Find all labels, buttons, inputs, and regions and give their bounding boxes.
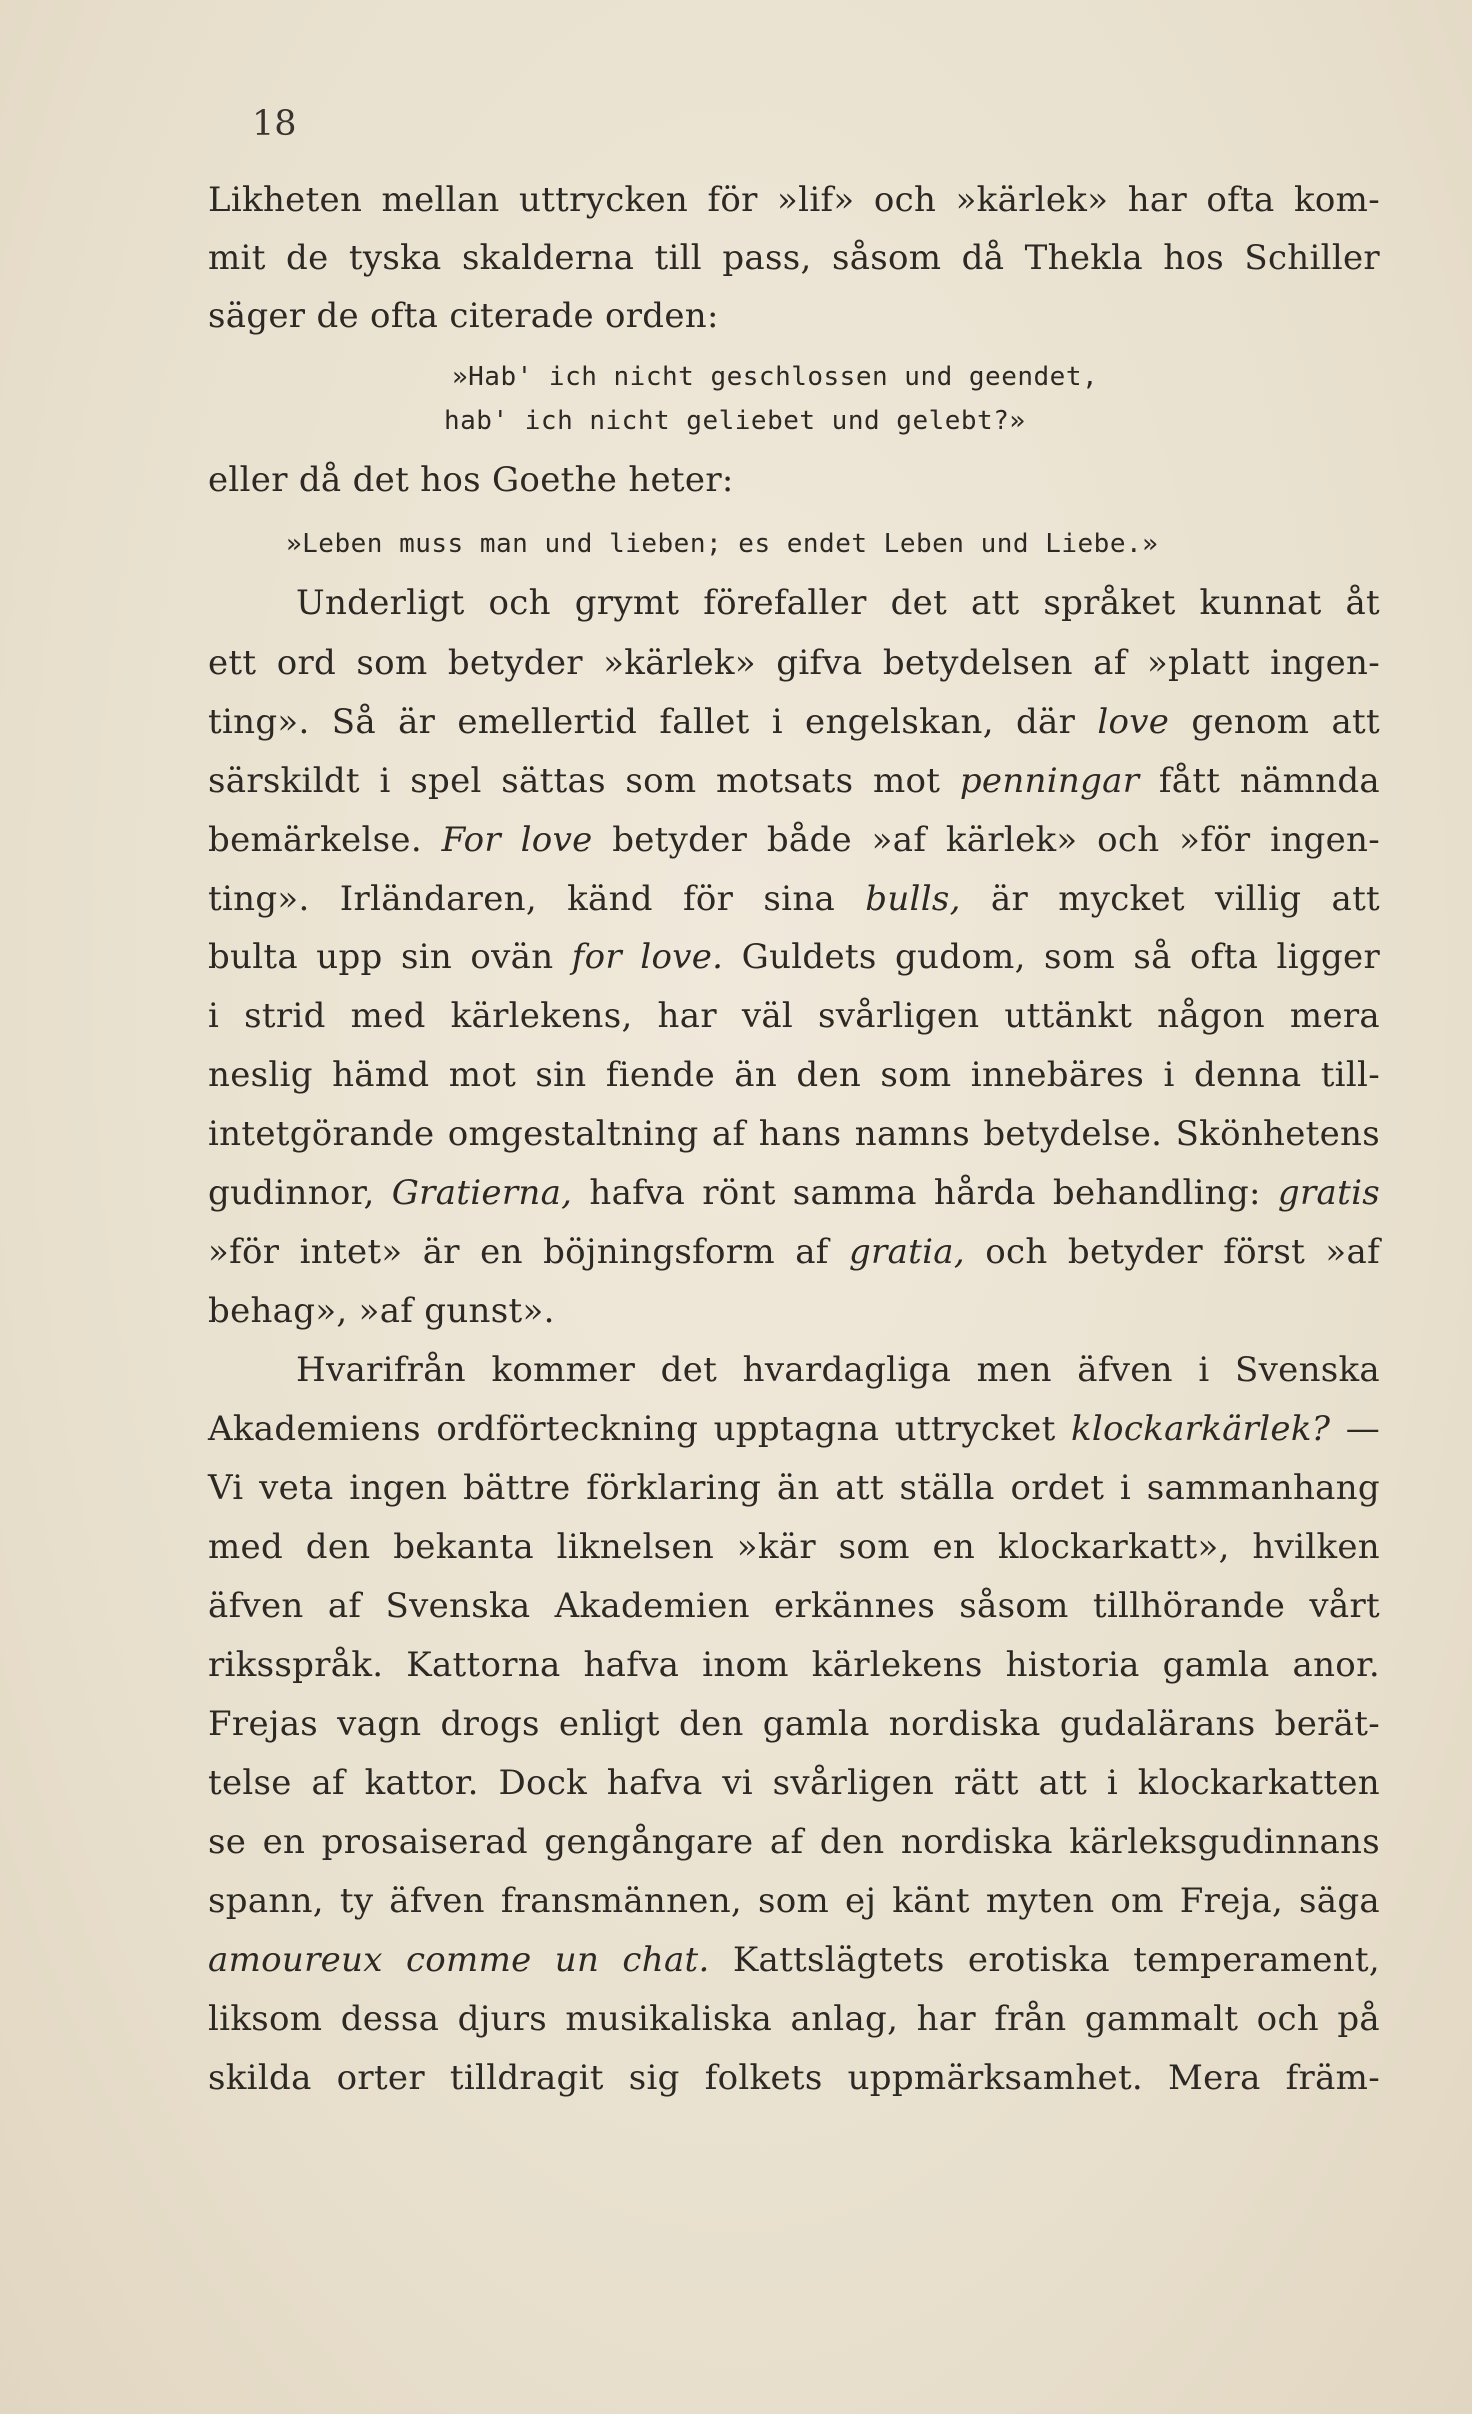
text-segment: betyder både »af kärlek» och »för ingen- <box>592 820 1380 860</box>
text-line <box>208 459 734 501</box>
text-line <box>208 1585 1380 1627</box>
italic-text: bulls, <box>865 879 961 919</box>
page-number: 18 <box>252 104 297 144</box>
text-line <box>208 295 719 337</box>
text-line <box>208 1113 1380 1155</box>
text-line <box>296 1349 1380 1391</box>
text-line <box>208 995 1380 1037</box>
text-segment: särskildt i spel sättas som motsats mot <box>208 761 960 801</box>
text-segment: Kattslägtets erotiska temperament, <box>709 1940 1380 1980</box>
text-line <box>208 1408 1380 1450</box>
text-line <box>444 400 1026 442</box>
text-line <box>208 1231 1380 1273</box>
text-segment: äfven af Svenska Akademien erkännes såsom tillhörande vårt <box>208 1586 1380 1626</box>
text-line <box>208 1290 555 1332</box>
italic-text: For love <box>441 820 593 860</box>
text-segment: Frejas vagn drogs enligt den gamla nordiska gudalärans berät- <box>208 1704 1380 1744</box>
text-segment: hafva rönt samma hårda behandling: <box>572 1173 1278 1213</box>
text-line <box>208 936 1380 978</box>
text-segment: Akademiens ordförteckning upptagna uttrycket <box>208 1409 1071 1449</box>
text-line <box>208 1762 1380 1804</box>
italic-text: amoureux comme un chat. <box>208 1940 710 1980</box>
text-line <box>296 582 1380 624</box>
italic-text: Gratierna, <box>391 1173 573 1213</box>
text-line <box>208 1703 1380 1745</box>
text-segment: med den bekanta liknelsen »kär som en klockarkatt», hvilken <box>208 1527 1380 1567</box>
text-line <box>208 878 1380 920</box>
text-line <box>208 701 1380 743</box>
text-line <box>208 760 1380 802</box>
text-segment: Likheten mellan uttrycken för »lif» och »kärlek» har ofta kom- <box>208 180 1380 220</box>
text-segment: och betyder först »af <box>964 1232 1380 1272</box>
text-segment: skilda orter tilldragit sig folkets uppmärksamhet. Mera främ- <box>208 2058 1380 2098</box>
text-segment: säger de ofta citerade orden: <box>208 296 719 336</box>
text-segment: telse af kattor. Dock hafva vi svårligen rätt att i klockarkatten <box>208 1763 1380 1803</box>
text-line <box>452 356 1098 398</box>
text-line <box>208 237 1380 279</box>
text-segment: fått nämnda <box>1139 761 1380 801</box>
text-segment: riksspråk. Kattorna hafva inom kärlekens historia gamla anor. <box>208 1645 1380 1685</box>
text-segment: är mycket villig att <box>960 879 1381 919</box>
text-line <box>208 1467 1380 1509</box>
italic-text: love <box>1097 702 1170 742</box>
text-line <box>208 179 1380 221</box>
text-segment: »Leben muss man und lieben; es endet Leben und Liebe.» <box>286 529 1159 559</box>
text-line <box>208 1526 1380 1568</box>
text-line <box>208 1821 1380 1863</box>
text-segment: »Hab' ich nicht geschlossen und geendet, <box>452 362 1099 392</box>
text-segment: eller då det hos Goethe heter: <box>208 460 734 500</box>
text-line <box>208 819 1380 861</box>
text-segment: bulta upp sin ovän <box>208 937 572 977</box>
italic-text: gratia, <box>848 1232 965 1272</box>
text-segment: intetgörande omgestaltning af hans namns betydelse. Skönhetens <box>208 1114 1380 1154</box>
text-segment: »för intet» är en böjningsform af <box>208 1232 849 1272</box>
text-line <box>208 2057 1380 2099</box>
text-segment: — <box>1330 1409 1380 1449</box>
text-line <box>208 1880 1380 1922</box>
text-segment: bemärkelse. <box>208 820 442 860</box>
italic-text: for love. <box>571 937 724 977</box>
text-segment: se en prosaiserad gengångare af den nordiska kärleksgudinnans <box>208 1822 1380 1862</box>
text-segment: Guldets gudom, som så ofta ligger <box>723 937 1381 977</box>
text-segment: i strid med kärlekens, har väl svårligen uttänkt någon mera <box>208 996 1380 1036</box>
italic-text: klockarkärlek? <box>1070 1409 1331 1449</box>
text-segment: spann, ty äfven fransmännen, som ej känt myten om Freja, säga <box>208 1881 1380 1921</box>
text-segment: ett ord som betyder »kärlek» gifva betydelsen af »platt ingen- <box>208 643 1380 683</box>
text-segment: liksom dessa djurs musikaliska anlag, har från gammalt och på <box>208 1999 1380 2039</box>
text-line <box>208 1939 1380 1981</box>
text-segment: genom att <box>1169 702 1380 742</box>
text-line <box>208 1998 1380 2040</box>
text-line <box>208 642 1380 684</box>
text-line <box>208 1644 1380 1686</box>
text-segment: mit de tyska skalderna till pass, såsom då Thekla hos Schiller <box>208 238 1380 278</box>
text-segment: Underligt och grymt förefaller det att språket kunnat åt <box>296 583 1380 623</box>
text-segment: hab' ich nicht geliebet und gelebt?» <box>444 406 1026 436</box>
text-line <box>208 1172 1380 1214</box>
text-segment: behag», »af gunst». <box>208 1291 555 1331</box>
text-segment: Vi veta ingen bättre förklaring än att ställa ordet i sammanhang <box>208 1468 1380 1508</box>
text-segment: ting». Irländaren, känd för sina <box>208 879 866 919</box>
italic-text: gratis <box>1277 1173 1380 1213</box>
text-line <box>208 1054 1380 1096</box>
text-segment: neslig hämd mot sin fiende än den som innebäres i denna till- <box>208 1055 1380 1095</box>
italic-text: penningar <box>959 761 1140 801</box>
text-segment: Hvarifrån kommer det hvardagliga men äfven i Svenska <box>296 1350 1380 1390</box>
text-segment: gudinnor, <box>208 1173 392 1213</box>
text-line <box>286 523 1158 565</box>
text-segment: ting». Så är emellertid fallet i engelskan, där <box>208 702 1098 742</box>
